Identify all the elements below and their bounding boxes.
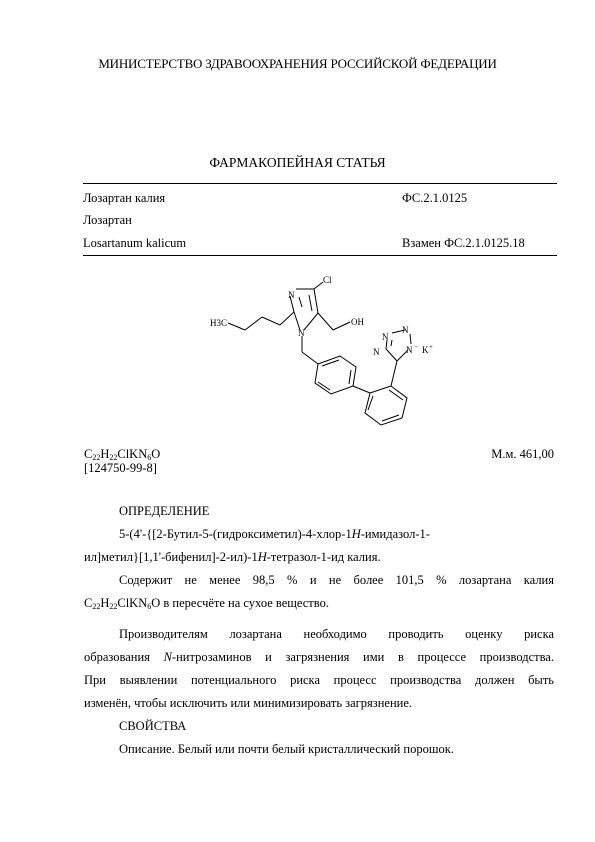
iupac-name-line-2: ил]метил}[1,1'-бифенил]-2-ил)-1H-тетразол-1-ид калия.	[84, 550, 381, 564]
iupac-name-line-1: 5-(4'-{[2-Бутил-5-(гидроксиметил)-4-хлор-1H-имидазол-1-	[119, 527, 430, 541]
header-rule-top	[83, 183, 557, 184]
minus-charge: −	[414, 343, 418, 351]
header-rule-bottom	[83, 255, 557, 256]
header-row-2	[83, 213, 557, 228]
ch3-label: H3C	[210, 318, 228, 328]
tetrazole-n-label-1: N	[382, 332, 389, 342]
content-line-2: $C_{22}H_{22}ClKN_6O$ в пересчёте на сухое вещество.	[84, 596, 329, 611]
drug-name-short: Лозартан	[83, 213, 132, 227]
properties-heading: СВОЙСТВА	[119, 719, 187, 733]
losartan-structure	[190, 270, 450, 435]
content-line-1: Содержит не менее 98,5 % и не более 101,5 % лозартана калия	[119, 573, 554, 587]
nitrosamine-line-1: Производителям лозартана необходимо проводить оценку риска	[119, 627, 554, 641]
potassium-label: K	[422, 345, 429, 355]
tetrazole-n-label-3: N	[373, 347, 380, 357]
tetrazole-n-minus-label: N	[406, 345, 413, 355]
chloro-label: Cl	[323, 275, 332, 285]
nitrosamine-line-2: образования N-нитрозаминов и загрязнения ими в процессе производства.	[84, 650, 554, 664]
drug-name-latin: Losartanum kalicum	[83, 236, 187, 250]
ministry-heading: МИНИСТЕРСТВО ЗДРАВООХРАНЕНИЯ РОССИЙСКОЙ ФЕДЕРАЦИИ	[98, 56, 497, 71]
header-row-1	[83, 191, 557, 206]
nitrosamine-line-3: При выявлении потенциального риска процесс производства должен быть	[84, 673, 554, 687]
plus-charge: +	[429, 343, 433, 351]
cas-number: [124750-99-8]	[84, 461, 157, 475]
monograph-code: ФС.2.1.0125	[402, 191, 468, 205]
article-title: ФАРМАКОПЕЙНАЯ СТАТЬЯ	[209, 155, 386, 170]
imidazole-n3-label: N	[288, 290, 295, 300]
definition-heading: ОПРЕДЕЛЕНИЕ	[119, 504, 210, 518]
nitrosamine-line-4: изменён, чтобы исключить или минимизировать загрязнение.	[84, 696, 413, 710]
drug-name-ru: Лозартан калия	[83, 191, 166, 205]
imidazole-n1-label: N	[298, 328, 305, 338]
hydroxyl-label: OH	[351, 317, 364, 327]
description-line: Описание. Белый или почти белый кристаллический порошок.	[119, 742, 454, 756]
replaces-code: Взамен ФС.2.1.0125.18	[402, 236, 525, 250]
header-row-3	[83, 236, 557, 251]
molecular-formula: $C_{22}H_{22}ClKN_6O$	[84, 447, 161, 462]
molecular-mass: М.м. 461,00	[491, 447, 554, 461]
tetrazole-n-label-2: N	[402, 325, 409, 335]
